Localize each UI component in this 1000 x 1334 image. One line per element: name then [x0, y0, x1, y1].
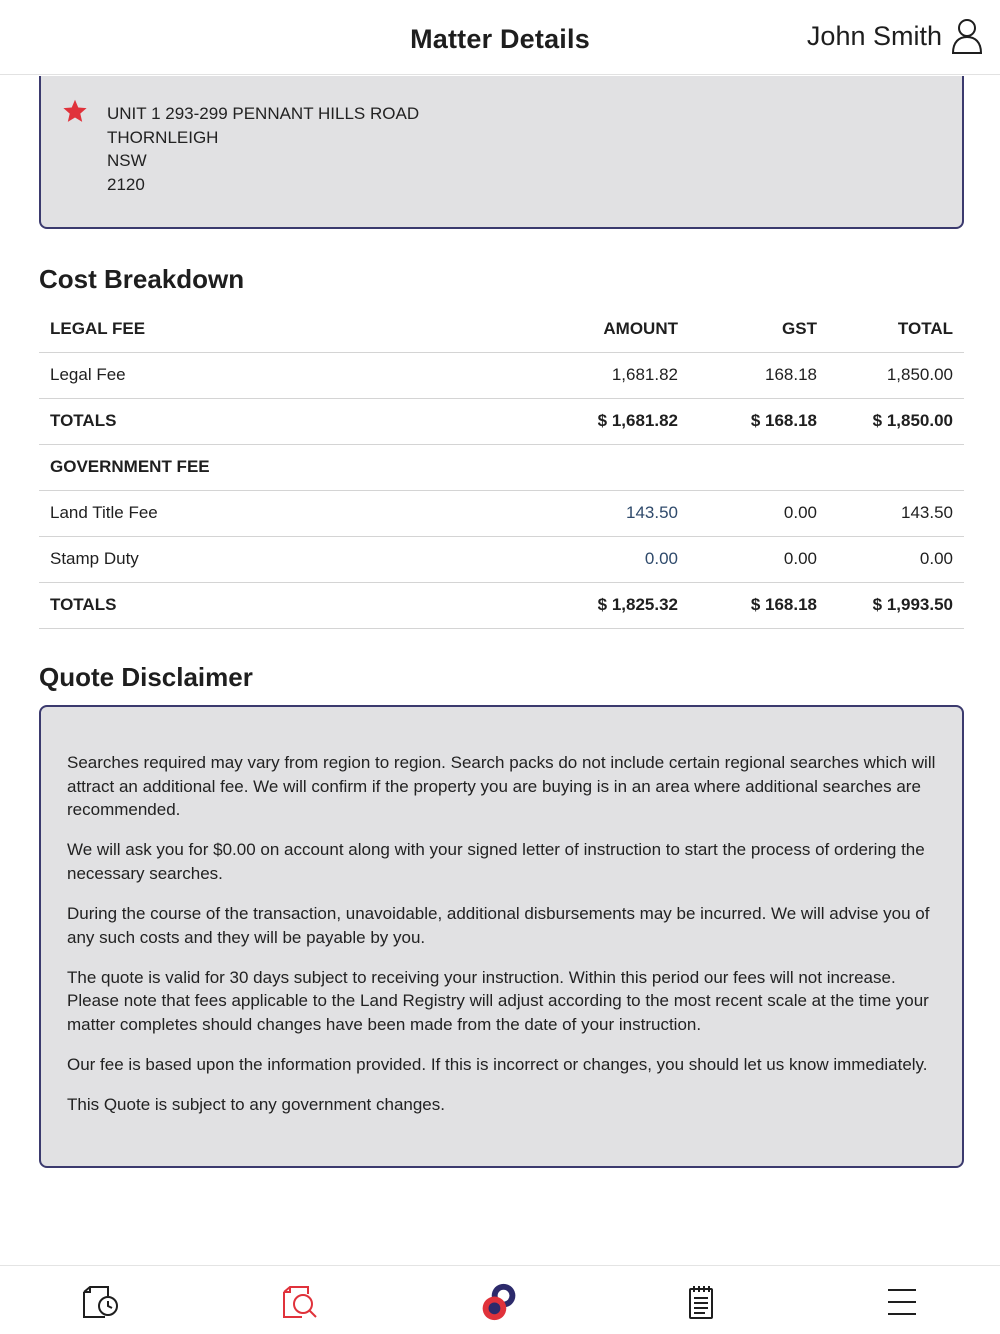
property-address-card: [39, 76, 964, 229]
gst-cell: 0.00: [689, 536, 828, 582]
app-header: [0, 0, 1000, 75]
total-cell: 0.00: [828, 536, 964, 582]
user-profile[interactable]: [807, 18, 984, 54]
total-cell: 143.50: [828, 490, 964, 536]
address-line: THORNLEIGH: [107, 127, 219, 147]
address-line: 2120: [107, 174, 145, 194]
row-label: Legal Fee: [39, 352, 539, 398]
menu-icon: [882, 1282, 922, 1322]
address-line: UNIT 1 293-299 PENNANT HILLS ROAD: [107, 104, 420, 123]
gst-cell: $ 168.18: [689, 582, 828, 628]
column-header: GST: [689, 306, 828, 352]
search-document-icon: [280, 1282, 320, 1322]
address-lines: [107, 102, 419, 196]
tab-menu[interactable]: [880, 1280, 924, 1324]
totals-row: [39, 582, 964, 628]
cost-breakdown-table: [39, 306, 964, 629]
totals-row: [39, 398, 964, 444]
cost-breakdown-title: Cost Breakdown: [39, 264, 245, 294]
total-cell: $ 1,993.50: [828, 582, 964, 628]
user-name: John Smith: [806, 20, 942, 51]
quote-disclaimer-title: Quote Disclaimer: [39, 662, 253, 692]
gst-cell: $ 168.18: [689, 398, 828, 444]
column-header: LEGAL FEE: [39, 306, 539, 352]
quote-disclaimer-card: [39, 705, 964, 1168]
amount-cell: $ 1,825.32: [539, 582, 689, 628]
column-header: AMOUNT: [539, 306, 689, 352]
table-row: [39, 352, 964, 398]
amount-cell: 1,681.82: [539, 352, 689, 398]
address-line: NSW: [107, 151, 147, 170]
row-label: Land Title Fee: [39, 490, 539, 536]
row-label: TOTALS: [39, 582, 539, 628]
government-fee-header: GOVERNMENT FEE: [39, 444, 964, 490]
tab-matter-history[interactable]: [78, 1280, 122, 1324]
amount-cell: 143.50: [539, 490, 689, 536]
gst-cell: 168.18: [689, 352, 828, 398]
tab-search-documents[interactable]: [278, 1280, 322, 1324]
disclaimer-paragraph: This Quote is subject to any government changes.: [67, 1095, 445, 1115]
table-row: [39, 536, 964, 582]
tab-home[interactable]: [477, 1280, 521, 1324]
column-header: TOTAL: [828, 306, 964, 352]
disclaimer-paragraph: The quote is valid for 30 days subject to receiving your instruction. Within this period our fees will not increase. Please note that fees applicable to the Land Registry will adjust according to the most recent scale at the time your matter completes should changes have been made from the date of your instruction.: [67, 967, 929, 1034]
section-header-row: [39, 444, 964, 490]
notepad-icon: [681, 1282, 721, 1322]
bottom-tab-bar: [0, 1265, 1000, 1334]
total-cell: 1,850.00: [828, 352, 964, 398]
page-title: Matter Details: [410, 24, 590, 54]
total-cell: $ 1,850.00: [828, 398, 964, 444]
disclaimer-paragraph: Searches required may vary from region to region. Search packs do not include certain regional searches which will attract an additional fee. We will confirm if the property you are buying is in an area where additional searches are recommended.: [67, 753, 936, 820]
amount-cell: 0.00: [539, 536, 689, 582]
user-icon: [950, 18, 984, 54]
row-label: Stamp Duty: [39, 536, 539, 582]
matter-history-icon: [80, 1282, 120, 1322]
amount-cell: $ 1,681.82: [539, 398, 689, 444]
disclaimer-paragraph: Our fee is based upon the information provided. If this is incorrect or changes, you should let us know immediately.: [67, 1054, 928, 1074]
tab-notes[interactable]: [679, 1280, 723, 1324]
table-header-row: [39, 306, 964, 352]
gst-cell: 0.00: [689, 490, 828, 536]
disclaimer-paragraph: During the course of the transaction, unavoidable, additional disbursements may be incurred. We will advise you of any such costs and they will be payable by you.: [67, 903, 930, 947]
row-label: TOTALS: [39, 398, 539, 444]
star-icon[interactable]: [61, 98, 89, 125]
brand-logo-icon: [479, 1282, 519, 1322]
table-row: [39, 490, 964, 536]
disclaimer-paragraph: We will ask you for $0.00 on account along with your signed letter of instruction to start the process of ordering the necessary searches.: [67, 840, 925, 883]
